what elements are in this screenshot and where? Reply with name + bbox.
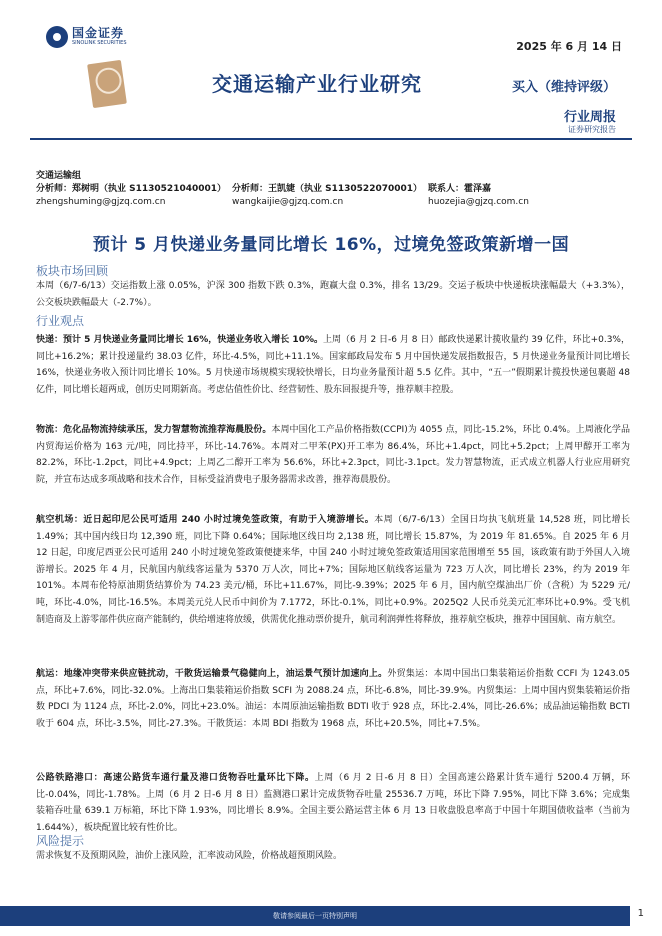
- report-type: 行业周报: [563, 110, 616, 125]
- shipping-paragraph: [36, 666, 630, 732]
- rating: 买入（维持评级）: [511, 80, 616, 95]
- report-header: [0, 0, 662, 162]
- headline: 预计 5 月快递业务量同比增长 16%，过境免签政策新增一国: [92, 235, 570, 255]
- company-logo: [46, 26, 127, 48]
- header-divider: [30, 138, 632, 140]
- report-title: 交通运输产业行业研究: [212, 72, 422, 96]
- aviation-lead: 航空机场：近日起印尼公民可适用 240 小时过境免签政策，有助于入境游增长。: [36, 515, 375, 525]
- market-review-paragraph: 本周（6/7-6/13）交运指数上涨 0.05%，沪深 300 指数下跌 0.3%，跑赢大盘 0.3%，排名 13/29。交运子板块中快递板块涨幅最大（+3.3%），公交板块跌幅最大（-2.7%）。: [36, 281, 630, 308]
- logo-mark-icon: [46, 26, 68, 48]
- section-risk: 风险提示: [36, 834, 85, 848]
- logo-cn: 国金证券: [72, 26, 125, 40]
- analyst-2: 分析师：王凯婕（执业 S1130522070001）: [232, 184, 423, 194]
- footer-bar: [0, 906, 630, 926]
- express-lead: 快递：预计 5 月快递业务量同比增长 16%，快递业务收入增长 10%。: [36, 335, 323, 345]
- aviation-paragraph: [36, 512, 630, 628]
- analyst-1-email[interactable]: zhengshuming@gjzq.com.cn: [36, 197, 166, 207]
- report-subtype: 证券研究报告: [568, 125, 616, 134]
- footer-disclaimer[interactable]: 敬请参阅最后一页特别声明: [273, 912, 357, 920]
- research-group: 交通运输组: [36, 171, 82, 181]
- risk-paragraph: 需求恢复不及预期风险，油价上涨风险，汇率波动风险，价格战超预期风险。: [36, 851, 343, 861]
- page-number: 1: [637, 908, 644, 919]
- express-body: 上周（6 月 2 日-6 月 8 日）邮政快递累计揽收量约 39 亿件，环比+0.3%，同比+16.2%；累计投递量约 38.03 亿件，环比-4.5%，同比+11.1%。国家邮政局发布 5 月中国快递发展指数报告，5 月快递业务量预计同比增长 16%，快递业务收入预计同比增长 10%。5 月快递市场规模实现较快增长，日均业务量预计超 5.5 亿件。其中，“五一”假期累计揽投快递包裹超 48 亿件，同比增长超两成，创历史同期新高。考虑估值性价比、经营韧性、股东回报提升等，推荐顺丰控股。: [36, 335, 630, 395]
- express-paragraph: [36, 332, 630, 398]
- section-views: 行业观点: [36, 314, 85, 328]
- road-lead: 公路铁路港口：高速公路货车通行量及港口货物吞吐量环比下降。: [36, 773, 315, 783]
- logo-en: SINOLINK SECURITIES: [72, 40, 127, 46]
- aviation-body: 本周（6/7-6/13）全国日均执飞航班量 14,528 班，同比增长 1.49%；其中国内线日均 12,390 班，同比下降 0.64%；国际地区线日均 2,138 班，同比增长 15.87%，为 2019 年 81.65%。自 2025 年 6 月 12 日起，印度尼西亚公民可适用 240 小时过境免签政策便捷来华，中国 240 小时过境免签政策适用国家范围增至 55 国，该政策有助于外国人入境游增长。2025 年 4 月，民航国内航线客运量为 5370 万人次，同比+7%；国际地区航线客运量为 723 万人次，同比增长 23%，约为 2019 年 101%。本周布伦特原油期货结算价为 74.23 美元/桶，环比+11.67%，同比-9.39%；2025 年 6 月，国内航空煤油出厂价（含税）为 5229 元/吨，环比-4.0%，同比-16.5%。本周美元兑人民币中间价为 7.1772，环比-0.1%，同比+0.9%。2025Q2 人民币兑美元汇率环比+0.9%。受飞机制造商及上游零部件供应商产能制约，供给增速将放缓，供需优化推动票价提升，航司利润弹性将释放，推荐航空板块，推荐中国国航、南方航空。: [36, 515, 630, 625]
- logistics-body: 本周中国化工产品价格指数(CCPI)为 4055 点，同比-15.2%，环比 0.4%。上周液化学品内贸海运价格为 163 元/吨，同比持平，环比-14.76%。本周对二甲苯(PX)开工率为 86.4%，环比+1.4pct，同比+5.2pct；上周甲醇开工率为 82.2%，环比-1.2pct，同比+4.9pct；上周乙二醇开工率为 56.6%，环比+2.3pct，同比-3.1pct。发力智慧物流，正式成立机器人行业应用研究院，并宣布达成多项战略和技术合作，目标受益消费电子服务器需求改善，推荐海晨股份。: [36, 425, 630, 485]
- author-block: [36, 170, 636, 209]
- shipping-body: 外贸集运：本周中国出口集装箱运价指数 CCFI 为 1243.05 点，环比+7.6%，同比-32.0%。上海出口集装箱运价指数 SCFI 为 2088.24 点，环比-6.8%，同比-39.9%。内贸集运：上周中国内贸集装箱运价指数 PDCI 为 1124 点，环比-2.0%，同比+23.0%。油运：本周原油运输指数 BDTI 收于 928 点，环比-2.4%，同比-26.6%；成品油运输指数 BCTI 收于 604 点，环比-3.5%，同比-27.3%。干散货运：本周 BDI 指数为 1968 点，环比+20.5%，同比+7.5%。: [36, 669, 630, 729]
- road-paragraph: [36, 770, 630, 836]
- shipping-lead: 航运：地缘冲突带来供应链扰动，干散货运输景气稳健向上，油运景气预计加速向上。: [36, 669, 388, 679]
- analyst-1: 分析师：郑树明（执业 S1130521040001）: [36, 184, 227, 194]
- road-body: 上周（6 月 2 日-6 月 8 日）全国高速公路累计货车通行 5200.4 万辆，环比-0.04%，同比-1.78%。上周（6 月 2 日-6 月 8 日）监测港口累计完成货物吞吐量 25536.7 万吨，环比下降 7.95%，同比下降 3.6%；完成集装箱吞吐量 639.1 万标箱，环比下降 1.93%，同比增长 8.9%。全国主要公路运营主体 6 月 13 日收盘股息率高于中国十年期国债收益率（当前为 1.644%），板块配置比较有性价比。: [36, 773, 630, 833]
- contact-email[interactable]: huozejia@gjzq.com.cn: [428, 197, 529, 207]
- market-review-text: [36, 278, 630, 311]
- section-market-review: 板块市场回顾: [36, 264, 109, 278]
- seal-stamp-icon: [87, 60, 127, 108]
- report-date: 2025 年 6 月 14 日: [516, 40, 622, 53]
- analyst-2-email[interactable]: wangkaijie@gjzq.com.cn: [232, 197, 344, 207]
- logistics-paragraph: [36, 422, 630, 488]
- contact: 联系人：霍泽嘉: [428, 184, 492, 194]
- risk-text: [36, 848, 630, 865]
- logistics-lead: 物流：危化品物流持续承压，发力智慧物流推荐海晨股份。: [36, 425, 272, 435]
